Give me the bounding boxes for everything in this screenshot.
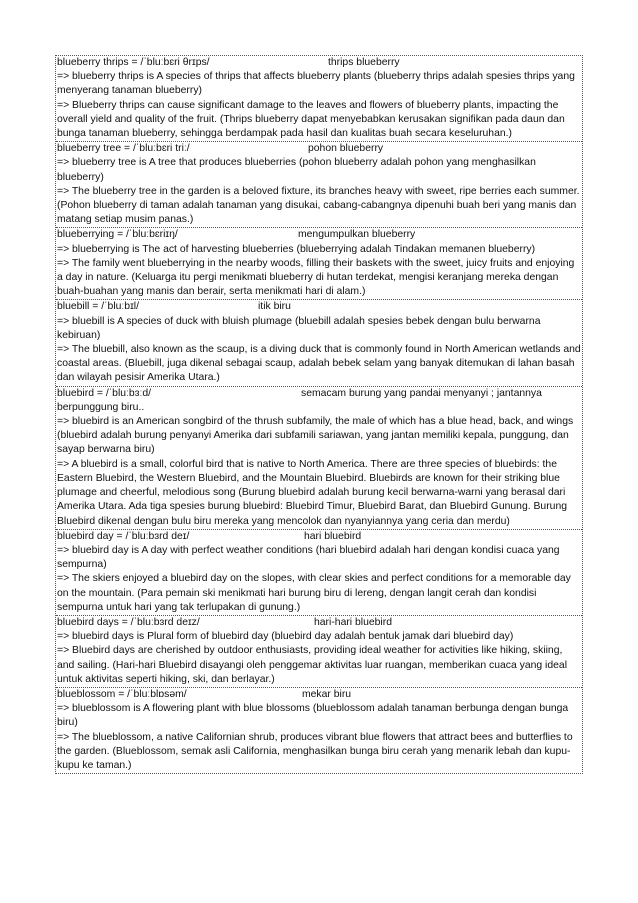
entry-translation: itik biru (258, 301, 291, 313)
entry-definition: => bluebird days is Plural form of bluebird day (bluebird day adalah bentuk jamak dari bluebird day) (57, 631, 514, 643)
entry-term: blueberrying = /ˈbluːbɛriɪŋ/ (57, 229, 178, 241)
entry-term: blueberry tree = /ˈbluːbɛri triː/ (57, 143, 190, 155)
entry-term: bluebill = /ˈbluːbɪl/ (57, 301, 139, 313)
entry-head-row (57, 688, 581, 702)
entry-head-row (57, 530, 581, 544)
entry-example: => The blueblossom, a native Californian shrub, produces vibrant blue flowers that attract bees and butterflies to the garden. (Blueblossom, semak asli California, menghasilkan bunga biru cerah yang menarik lebah dan kupu-kupu ke taman.) (57, 731, 573, 771)
entry-blueblossom (56, 688, 582, 773)
entry-definition: => blueberry tree is A tree that produces blueberries (pohon blueberry adalah pohon yang menghasilkan blueberry) (57, 157, 536, 183)
entry-translation: mengumpulkan blueberry (298, 229, 416, 241)
entry-head-row (57, 56, 581, 70)
entry-definition: => bluebill is A species of duck with bluish plumage (bluebill adalah spesies bebek dengan bulu berwarna kebiruan) (57, 315, 541, 341)
entry-term: bluebird days = /ˈbluːbɜrd deɪz/ (57, 616, 200, 628)
entry-term: blueberry thrips = /ˈbluːbɛri θrɪps/ (57, 57, 210, 68)
entry-definition: => blueblossom is A flowering plant with blue blossoms (blueblossom adalah tanaman berbunga dengan bunga biru) (57, 703, 569, 729)
entry-bluebird (56, 387, 582, 530)
entry-bluebird-days (56, 616, 582, 688)
entry-translation: semacam burung yang pandai menyanyi ; jantannya berpunggung biru.. (57, 387, 542, 413)
entry-translation: mekar biru (302, 688, 352, 700)
entry-definition: => bluebird day is A day with perfect weather conditions (hari bluebird adalah hari dengan kondisi cuaca yang sempurna) (57, 544, 560, 571)
entry-example: => Bluebird days are cherished by outdoor enthusiasts, providing ideal weather for activities like hiking, skiing, and sailing. (Hari-hari Bluebird disayangi oleh penggemar aktivitas luar ruangan, memberikan cuaca yang ideal untuk aktivitas seperti hiking, ski, dan berlayar.) (57, 645, 568, 685)
entry-head-row (57, 228, 581, 242)
entry-translation: thrips blueberry (328, 57, 400, 68)
entry-blueberrying (56, 228, 582, 300)
entry-example: => A bluebird is a small, colorful bird that is native to North America. There are three species of bluebirds: the Eastern Bluebird, the Western Bluebird, and the Mountain Bluebird. Bluebirds are known for their striking blue plumage and cheerful, melodious song (Burung bluebird adalah burung kecil berwarna-warni yang berasal dari Amerika Utara. Ada tiga spesies burung bluebird: Bluebird Timur, Bluebird Barat, dan Bluebird Gunung. Burung Bluebird dikenal dengan bulu biru mereka yang mencolok dan nyanyiannya yang ceria dan merdu) (57, 458, 568, 527)
entry-example: => The family went blueberrying in the nearby woods, filling their baskets with the sweet, juicy fruits and enjoying a day in nature. (Keluarga itu pergi menikmati blueberry di hutan terdekat, mengisi keranjang mereka dengan buah-buahan yang manis dan berair, serta menikmati hari di alam.) (57, 257, 575, 298)
entry-example: => The skiers enjoyed a bluebird day on the slopes, with clear skies and perfect conditions for a memorable day on the mountain. (Para pemain ski menikmati hari burung biru di lereng, dengan langit cerah dan kondisi sempurna untuk hari yang tak terlupakan di gunung.) (57, 573, 571, 613)
glossary-table (55, 55, 583, 774)
entry-example: => The bluebill, also known as the scaup, is a diving duck that is commonly found in North American wetlands and coastal areas. (Bluebill, juga dikenal sebagai scaup, adalah bebek selam yang banyak ditemukan di lahan basah dan wilayah pesisir Amerika Utara.) (57, 344, 581, 384)
entry-blueberry-thrips (56, 56, 582, 142)
entry-bluebill (56, 300, 582, 386)
entry-translation: pohon blueberry (308, 143, 384, 155)
entry-head-row (57, 616, 581, 630)
entry-bluebird-day (56, 530, 582, 616)
entry-example: => Blueberry thrips can cause significant damage to the leaves and flowers of blueberry plants, impacting the overall yield and quality of the fruit. (Thrips blueberry dapat menyebabkan kerusakan signifikan pada daun dan bunga tanaman blueberry, sehingga berdampak pada hasil dan kualitas buah secara keseluruhan.) (57, 99, 565, 140)
entry-head-row (57, 142, 581, 156)
entry-definition: => blueberrying is The act of harvesting blueberries (blueberrying adalah Tindakan memanen blueberry) (57, 243, 536, 255)
entry-head-row (57, 387, 581, 415)
entry-definition: => blueberry thrips is A species of thrips that affects blueberry plants (blueberry thrips adalah spesies thrips yang menyerang tanaman blueberry) (57, 71, 575, 97)
entry-translation: hari bluebird (304, 530, 362, 542)
entry-blueberry-tree (56, 142, 582, 228)
entry-translation: hari-hari bluebird (314, 616, 392, 628)
entry-term: bluebird = /ˈbluːbɜːd/ (57, 387, 152, 399)
entry-term: bluebird day = /ˈbluːbɜrd deɪ/ (57, 530, 190, 542)
entry-head-row (57, 300, 581, 314)
entry-example: => The blueberry tree in the garden is a beloved fixture, its branches heavy with sweet, ripe berries each summer. (Pohon blueberry di taman adalah tanaman yang disukai, cabang-cabangnya dipenuhi buah beri yang manis dan matang setiap musim panas.) (57, 185, 580, 226)
entry-definition: => bluebird is an American songbird of the thrush subfamily, the male of which has a blue head, back, and wings (bluebird adalah burung penyanyi Amerika dari subfamili sariawan, yang jantan memiliki kepala, punggung, dan sayap berwarna biru) (57, 416, 574, 456)
entry-term: blueblossom = /ˈbluːblɒsəm/ (57, 688, 187, 700)
